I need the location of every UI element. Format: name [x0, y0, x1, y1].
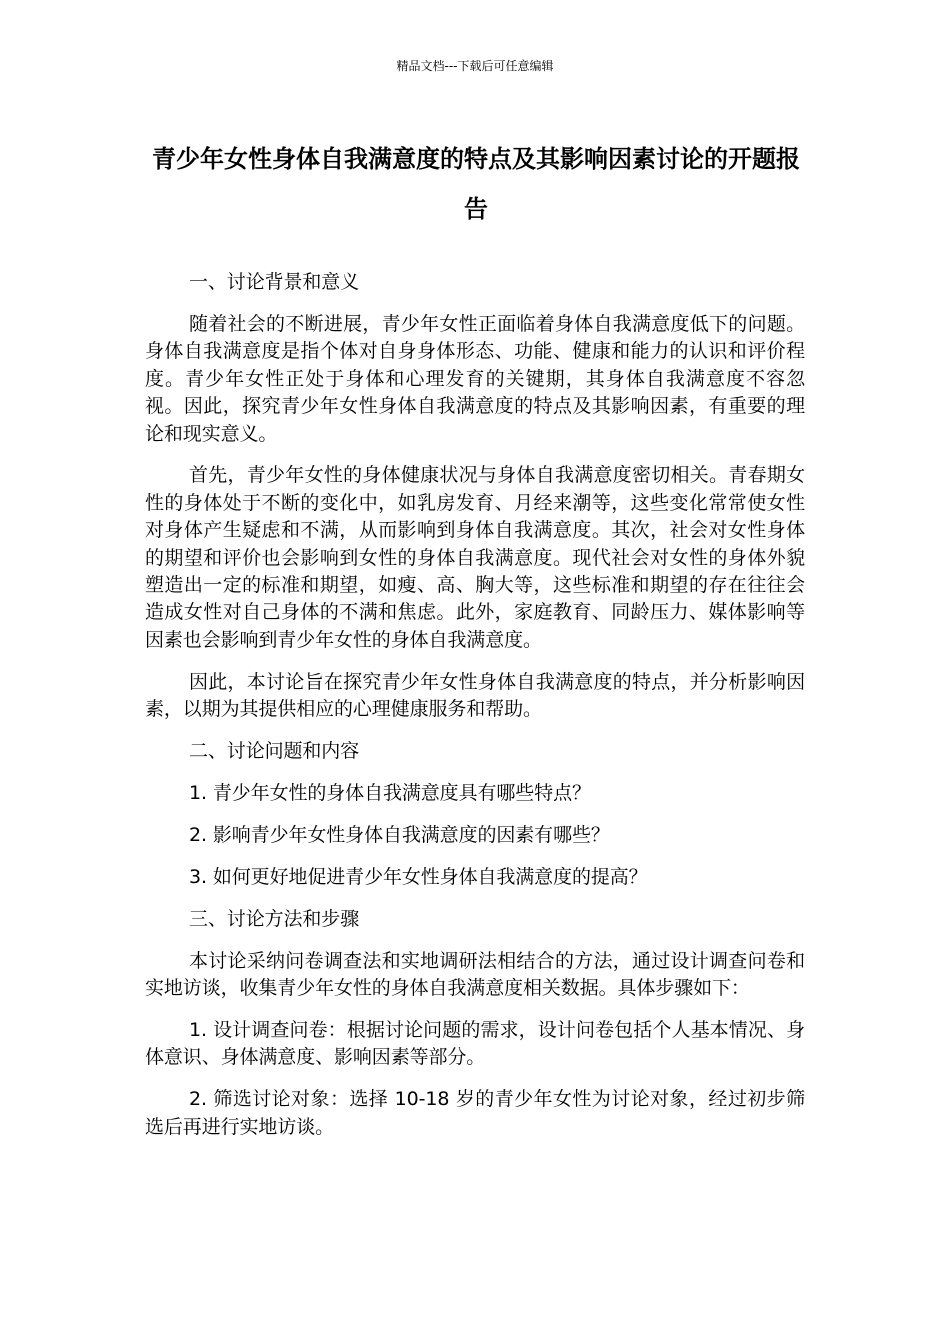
section-heading-methods: 三、讨论方法和步骤	[189, 907, 360, 930]
section-heading-questions: 二、讨论问题和内容	[189, 740, 360, 763]
section-heading-background: 一、讨论背景和意义	[189, 271, 360, 293]
document-body	[145, 269, 805, 1156]
method-step-1: 1. 设计调查问卷：根据讨论问题的需求，设计问卷包括个人基本情况、身体意识、身体满意度、影响因素等部分。	[145, 1018, 805, 1069]
paragraph-background-aim: 因此，本讨论旨在探究青少年女性身体自我满意度的特点，并分析影响因素，以期为其提供相应的心理健康服务和帮助。	[145, 670, 805, 721]
header-note: 精品文档---下载后可任意编辑	[396, 59, 554, 73]
paragraph-background-factors: 首先，青少年女性的身体健康状况与身体自我满意度密切相关。青春期女性的身体处于不断的变化中，如乳房发育、月经来潮等，这些变化常常使女性对身体产生疑虑和不满，从而影响到身体自我满意度。其次，社会对女性身体的期望和评价也会影响到女性的身体自我满意度。现代社会对女性的身体外貌塑造出一定的标准和期望，如瘦、高、胸大等，这些标准和期望的存在往往会造成女性对自己身体的不满和焦虑。此外，家庭教育、同龄压力、媒体影响等因素也会影响到青少年女性的身体自我满意度。	[145, 464, 805, 651]
paragraph-background-intro: 随着社会的不断进展，青少年女性正面临着身体自我满意度低下的问题。身体自我满意度是指个体对自身身体形态、功能、健康和能力的认识和评价程度。青少年女性正处于身体和心理发育的关键期，其身体自我满意度不容忽视。因此，探究青少年女性身体自我满意度的特点及其影响因素，有重要的理论和现实意义。	[145, 312, 805, 445]
document-title: 青少年女性身体自我满意度的特点及其影响因素讨论的开题报告	[152, 145, 800, 223]
method-step-2: 2. 筛选讨论对象：选择 10-18 岁的青少年女性为讨论对象，经过初步筛选后再进行实地访谈。	[145, 1088, 805, 1138]
question-item-3: 3. 如何更好地促进青少年女性身体自我满意度的提高？	[189, 865, 648, 888]
question-item-1: 1. 青少年女性的身体自我满意度具有哪些特点？	[189, 782, 591, 804]
paragraph-methods-intro: 本讨论采纳问卷调查法和实地调研法相结合的方法，通过设计调查问卷和实地访谈，收集青少年女性的身体自我满意度相关数据。具体步骤如下：	[145, 949, 805, 1000]
question-item-2: 2. 影响青少年女性身体自我满意度的因素有哪些？	[189, 823, 610, 846]
